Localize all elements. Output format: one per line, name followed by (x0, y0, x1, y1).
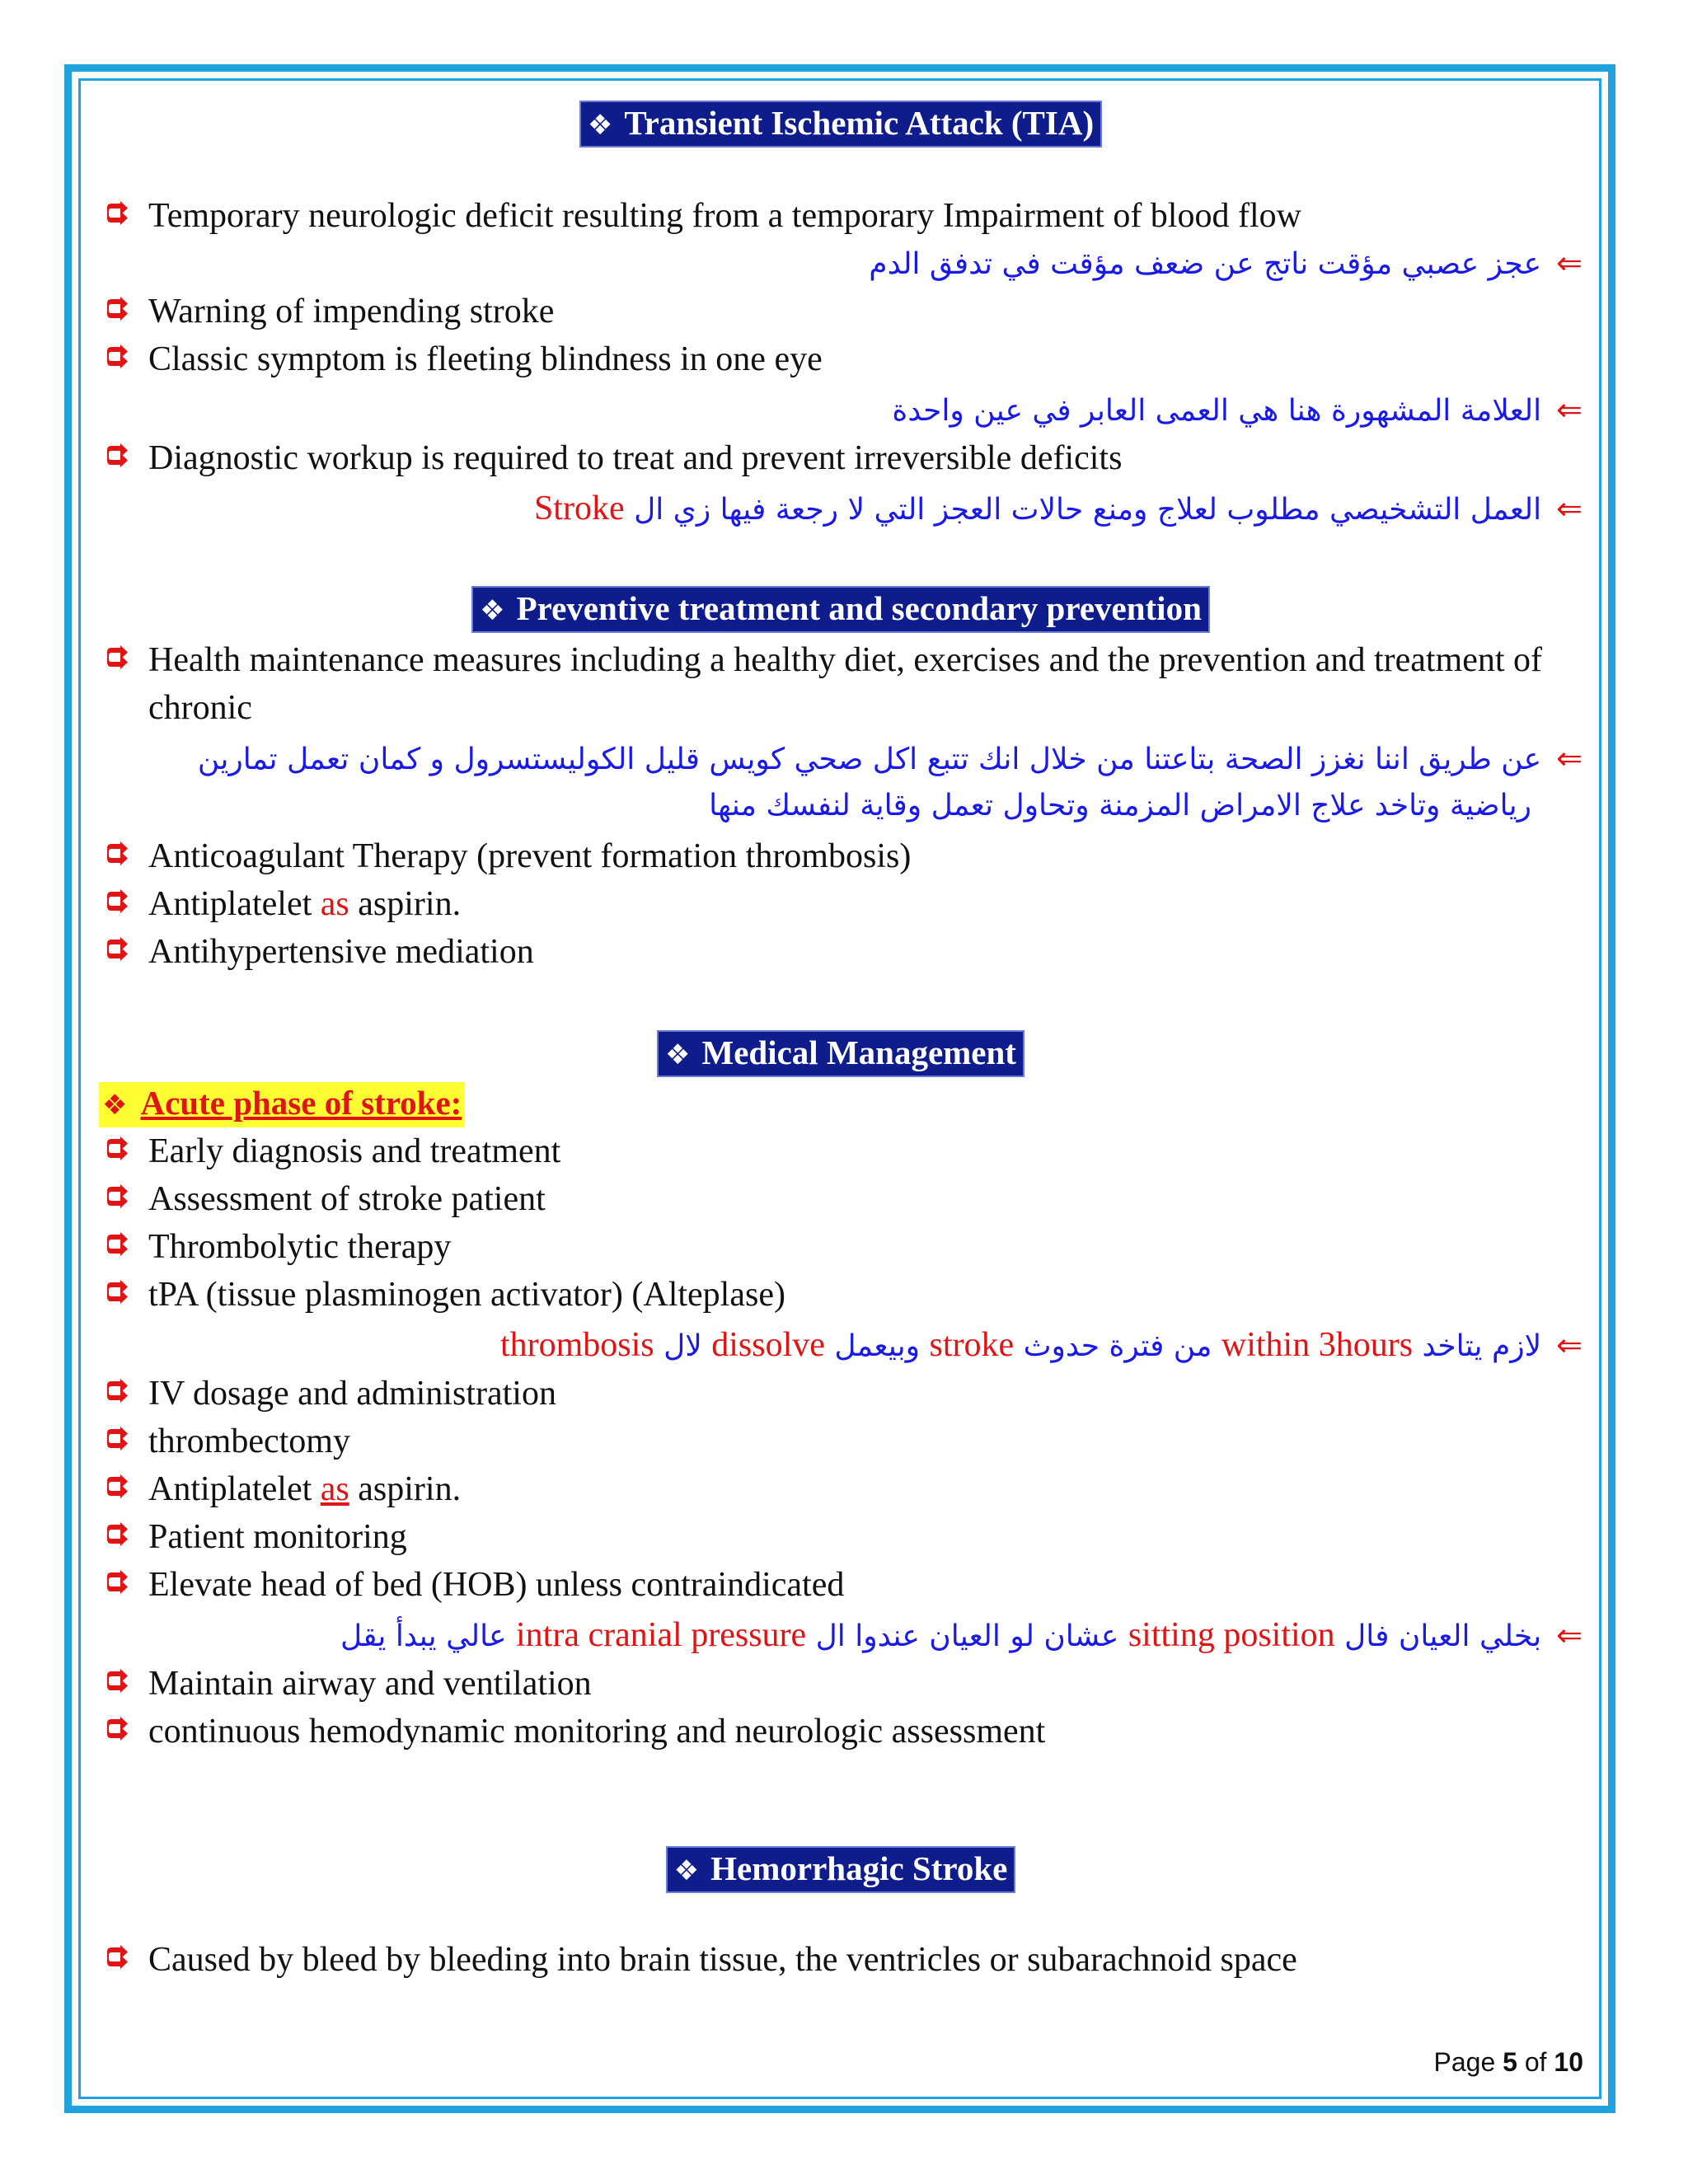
left-double-arrow-icon: ⇐ (1556, 391, 1582, 428)
list-item (99, 1127, 1582, 1175)
arabic-text: لازم يتاخد (1422, 1329, 1542, 1363)
bullet-text: Caused by bleed by bleeding into brain tissue, the ventricles or subarachnoid space (148, 1941, 1297, 1979)
arrow-bullet-icon (104, 1137, 129, 1161)
list-item (99, 880, 1582, 928)
bullet-text: continuous hemodynamic monitoring and neurologic assessment (148, 1713, 1046, 1750)
arabic-text: لال (663, 1329, 702, 1363)
page-content (99, 97, 1582, 1984)
english-term: sitting position (1128, 1616, 1335, 1654)
prevent-heading (471, 586, 1210, 633)
list-item (99, 1513, 1582, 1561)
bullet-text: Thrombolytic therapy (148, 1228, 452, 1266)
list-item (99, 1660, 1582, 1708)
list-item (99, 1223, 1582, 1271)
arrow-bullet-icon (104, 1945, 129, 1970)
bullet-text: Antihypertensive mediation (148, 933, 534, 971)
bullet-text: Health maintenance measures including a healthy diet, exercises and the prevention and treatment of chronic (148, 641, 1543, 727)
list-item (99, 434, 1582, 482)
medical-heading-text: Medical Management (701, 1033, 1016, 1071)
bullet-text: Diagnostic workup is required to treat and prevent irreversible deficits (148, 439, 1123, 477)
prevent-heading-text: Preventive treatment and secondary prevention (516, 589, 1202, 627)
arabic-text: عجز عصبي مؤقت ناتج عن ضعف مؤقت في تدفق الدم (869, 247, 1542, 281)
arrow-bullet-icon (104, 1232, 129, 1257)
list-item (99, 1271, 1582, 1319)
left-double-arrow-icon: ⇐ (1556, 245, 1582, 281)
arrow-bullet-icon (104, 645, 129, 670)
english-term: stroke (929, 1326, 1015, 1364)
arrow-bullet-icon (104, 201, 129, 226)
acute-phase-subheading (99, 1082, 465, 1127)
left-double-arrow-icon: ⇐ (1556, 1617, 1582, 1653)
bullet-text: Early diagnosis and treatment (148, 1132, 561, 1170)
arrow-bullet-icon (104, 1669, 129, 1694)
list-item (99, 1175, 1582, 1223)
arrow-bullet-icon (104, 1570, 129, 1595)
bullet-text: Antiplatelet (148, 885, 312, 923)
highlight-word: as (320, 885, 349, 923)
arrow-bullet-icon (104, 841, 129, 866)
arrow-bullet-icon (104, 297, 129, 321)
bullet-text: Temporary neurologic deficit resulting from a temporary Impairment of blood flow (148, 197, 1301, 235)
arabic-note (99, 485, 1582, 533)
tia-heading (579, 101, 1102, 148)
arrow-bullet-icon (104, 889, 129, 914)
bullet-text: Maintain airway and ventilation (148, 1665, 592, 1703)
arabic-text: وبيعمل (834, 1329, 921, 1363)
bullet-text: Assessment of stroke patient (148, 1180, 546, 1218)
bullet-text: thrombectomy (148, 1422, 350, 1460)
diamond-icon: ❖ (480, 594, 505, 627)
hemo-heading (666, 1846, 1016, 1893)
list-item (99, 1936, 1582, 1984)
tia-heading-row (99, 101, 1582, 148)
arrow-bullet-icon (104, 1717, 129, 1741)
list-item (99, 1561, 1582, 1609)
left-double-arrow-icon: ⇐ (1556, 1327, 1582, 1363)
arabic-note (99, 240, 1582, 288)
arrow-bullet-icon (104, 1474, 129, 1499)
bullet-text: Classic symptom is fleeting blindness in one eye (148, 340, 823, 378)
list-item (99, 335, 1582, 383)
arabic-text: عن طريق اننا نغزز الصحة بتاعتنا من خلال انك تتبع اكل صحي كويس قليل الكوليستسرول و كمان تعمل تمارين (197, 743, 1542, 776)
bullet-text: Elevate head of bed (HOB) unless contraindicated (148, 1566, 845, 1604)
highlight-word: as (320, 1470, 349, 1508)
arrow-bullet-icon (104, 937, 129, 962)
diamond-icon: ❖ (673, 1854, 700, 1887)
arabic-note (99, 1322, 1582, 1370)
bullet-text: tPA (tissue plasminogen activator) (Alteplase) (148, 1276, 785, 1314)
arrow-bullet-icon (104, 344, 129, 369)
page-label: Page (1433, 2047, 1496, 2077)
english-term: Stroke (533, 490, 625, 527)
list-item (99, 1370, 1582, 1418)
hemo-heading-row (99, 1846, 1582, 1893)
left-double-arrow-icon: ⇐ (1556, 490, 1582, 527)
bullet-text: Patient monitoring (148, 1518, 407, 1556)
hemo-heading-text: Hemorrhagic Stroke (710, 1849, 1008, 1887)
arrow-bullet-icon (104, 1280, 129, 1305)
diamond-icon: ❖ (665, 1038, 691, 1071)
prevent-heading-row (99, 586, 1582, 633)
arrow-bullet-icon (104, 443, 129, 468)
list-item (99, 636, 1582, 732)
arabic-text-continued: رياضية وتاخد علاج الامراض المزمنة وتحاول تعمل وقاية لنفسك منها (709, 789, 1531, 823)
page-number (1434, 2047, 1583, 2078)
bullet-text: Anticoagulant Therapy (prevent formation thrombosis) (148, 837, 912, 875)
english-term: thrombosis (499, 1326, 654, 1364)
bullet-text: Antiplatelet (148, 1470, 312, 1508)
page-total: 10 (1554, 2047, 1583, 2077)
list-item (99, 1708, 1582, 1755)
bullet-text: aspirin. (358, 885, 462, 923)
english-term: within 3hours (1221, 1326, 1414, 1364)
bullet-text: aspirin. (358, 1470, 462, 1508)
medical-heading-row (99, 1030, 1582, 1077)
list-item (99, 1465, 1582, 1513)
arabic-note (99, 735, 1582, 783)
subheading-text: Acute phase of stroke: (140, 1084, 462, 1122)
bullet-text: Warning of impending stroke (148, 293, 555, 330)
subheading-row (99, 1082, 1582, 1127)
arabic-text: عشان لو العيان عندوا ال (815, 1619, 1119, 1653)
english-term: intra cranial pressure (516, 1616, 807, 1654)
arabic-text: العمل التشخيصي مطلوب لعلاج ومنع حالات العجز التي لا رجعة فيها زي ال (634, 493, 1542, 527)
diamond-icon: ❖ (102, 1089, 128, 1122)
arabic-text: العلامة المشهورة هنا هي العمى العابر في عين واحدة (892, 394, 1542, 428)
diamond-icon: ❖ (587, 109, 613, 142)
english-term: dissolve (711, 1326, 825, 1364)
arabic-note (99, 1612, 1582, 1660)
left-double-arrow-icon: ⇐ (1556, 740, 1582, 776)
arrow-bullet-icon (104, 1522, 129, 1547)
arrow-bullet-icon (104, 1427, 129, 1451)
arrow-bullet-icon (104, 1379, 129, 1404)
page-current: 5 (1503, 2047, 1517, 2077)
arabic-note (99, 387, 1582, 434)
tia-heading-text: Transient Ischemic Attack (TIA) (624, 104, 1095, 142)
medical-heading (657, 1030, 1025, 1077)
page-of-label: of (1524, 2047, 1547, 2077)
arabic-text: عالي يبدأ يقل (340, 1619, 507, 1653)
bullet-text: IV dosage and administration (148, 1375, 556, 1413)
list-item (99, 192, 1582, 240)
arabic-text: من فترة حدوث (1023, 1329, 1212, 1363)
list-item (99, 832, 1582, 880)
arabic-text: بخلي العيان فال (1344, 1619, 1542, 1653)
list-item (99, 1418, 1582, 1465)
arrow-bullet-icon (104, 1184, 129, 1209)
list-item (99, 288, 1582, 335)
list-item (99, 928, 1582, 976)
